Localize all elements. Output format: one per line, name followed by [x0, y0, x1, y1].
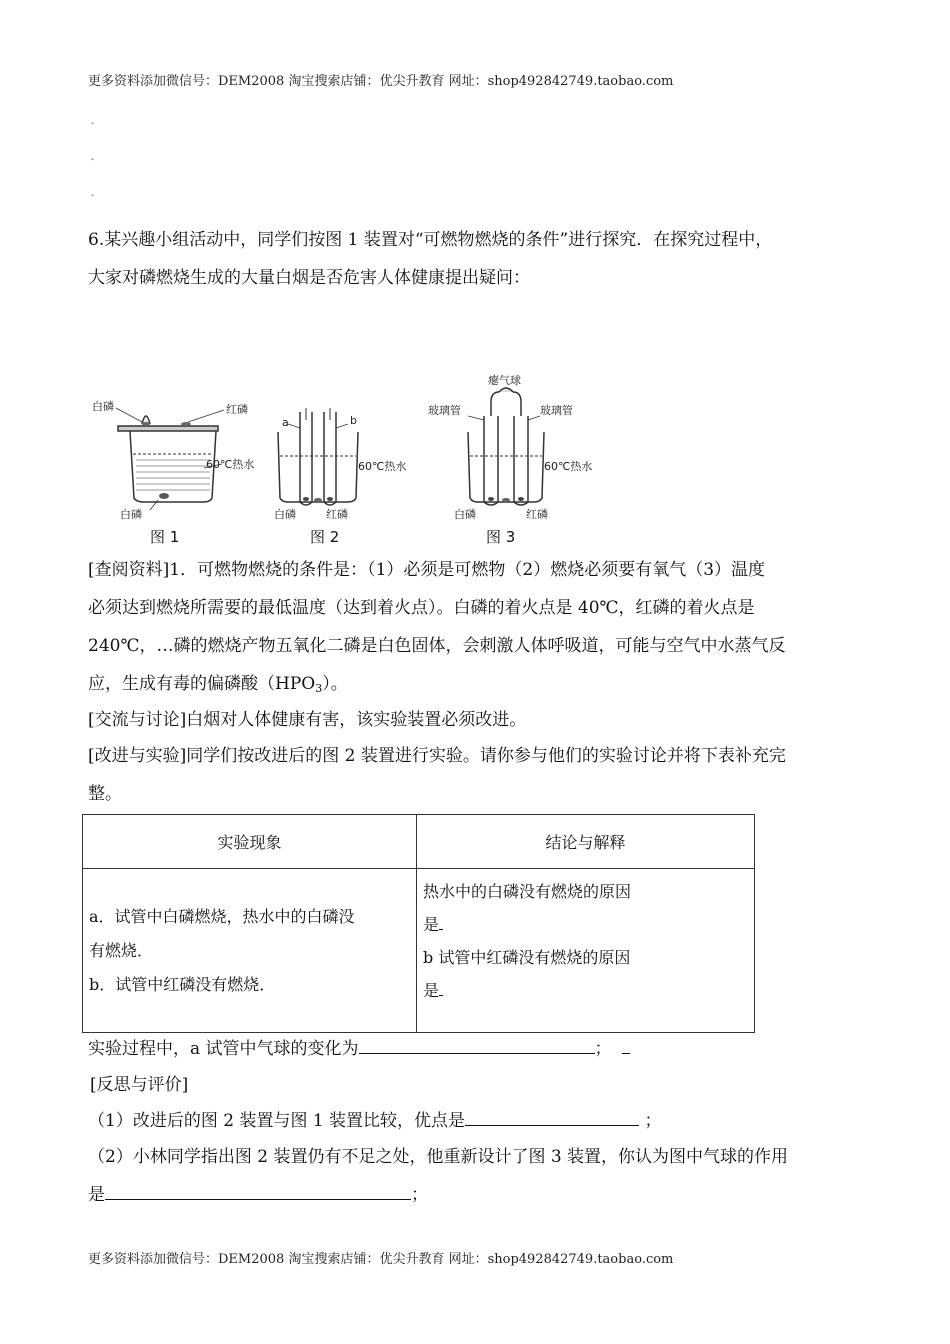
- info-line-3: 240℃，…磷的燃烧产物五氧化二磷是白色固体，会刺激人体呼吸道，可能与空气中水蒸气反: [88, 636, 786, 656]
- fig1-label-bottom-white: 白磷: [120, 508, 142, 521]
- result-table: [82, 814, 755, 1033]
- fig2-label-red-phosphorus: 红磷: [326, 508, 348, 521]
- answer-blank-advantage[interactable]: [465, 1107, 639, 1126]
- experiment-figure: [88, 372, 618, 550]
- fig3-label-balloon: 瘪气球: [488, 374, 521, 387]
- fig3-label-tube-right: 玻璃管: [540, 404, 573, 417]
- reflect-q1: （1）改进后的图 2 装置与图 1 装置比较，优点是 ；: [88, 1102, 870, 1140]
- fig3-label-tube-left: 玻璃管: [428, 404, 461, 417]
- question-line-1: 6.某兴趣小组活动中，同学们按图 1 装置对“可燃物燃烧的条件”进行探究．在探究过程中，: [88, 230, 773, 250]
- reflect-title: [反思与评价]: [90, 1075, 189, 1095]
- reflect-q2-line-2: 是 ；: [88, 1176, 870, 1214]
- answer-blank-balloon-role[interactable]: [105, 1181, 411, 1200]
- question-line-2: 大家对磷燃烧生成的大量白烟是否危害人体健康提出疑问：: [88, 268, 530, 288]
- figure-2: [274, 408, 406, 546]
- fig2-label-b: b: [350, 414, 357, 427]
- figure-1: [92, 399, 254, 546]
- empty-paragraph-mark: ˛: [90, 150, 95, 161]
- page-header: 更多资料添加微信号：DEM2008 淘宝搜索店铺：优尖升教育 网址：shop492842749.taobao.com: [88, 74, 674, 89]
- fig3-label-white-phosphorus: 白磷: [454, 508, 476, 521]
- empty-paragraph-mark: ˛: [90, 114, 95, 125]
- info-line-4: 应，生成有毒的偏磷酸$(HPO_3)$。: [88, 674, 348, 695]
- table-header-observation: 实验现象: [83, 815, 417, 869]
- answer-blank-balloon[interactable]: [359, 1035, 595, 1054]
- balloon-question: 实验过程中，a 试管中气球的变化为 ；: [88, 1030, 870, 1068]
- reflect-q2-line-1: （2）小林同学指出图 2 装置仍有不足之处，他重新设计了图 3 装置，你认为图中气球的作用: [88, 1147, 789, 1167]
- fig1-label-white-phosphorus: 白磷: [92, 400, 114, 413]
- answer-blank-small[interactable]: [622, 1035, 630, 1054]
- fig1-label-red-phosphorus: 红磷: [226, 403, 248, 416]
- answer-blank-2[interactable]: [439, 977, 443, 996]
- table-cell-observation: a．试管中白磷燃烧，热水中的白磷没 有燃烧． b．试管中红磷没有燃烧．: [83, 869, 417, 1033]
- fig1-caption: 图 1: [150, 528, 180, 546]
- table-cell-conclusion: 热水中的白磷没有燃烧的原因 是 b 试管中红磷没有燃烧的原因 是: [417, 869, 755, 1033]
- page-footer: 更多资料添加微信号：DEM2008 淘宝搜索店铺：优尖升教育 网址：shop492842749.taobao.com: [88, 1252, 674, 1267]
- improve-line-1: [改进与实验]同学们按改进后的图 2 装置进行实验。请你参与他们的实验讨论并将下表补充完: [88, 746, 786, 766]
- figure-3: [428, 373, 592, 546]
- fig2-label-a: a: [282, 416, 289, 429]
- discussion-line: [交流与讨论]白烟对人体健康有害，该实验装置必须改进。: [88, 710, 527, 730]
- fig2-label-hot-water: 60℃热水: [358, 460, 407, 473]
- fig1-label-hot-water: 60℃热水: [206, 458, 255, 471]
- info-line-2: 必须达到燃烧所需要的最低温度（达到着火点）。白磷的着火点是 40℃，红磷的着火点是: [88, 598, 755, 618]
- fig2-caption: 图 2: [310, 528, 340, 546]
- fig3-caption: 图 3: [486, 528, 516, 546]
- info-line-1: [查阅资料]1．可燃物燃烧的条件是：（1）必须是可燃物（2）燃烧必须要有氧气（3）温度: [88, 560, 766, 580]
- answer-blank-1[interactable]: [439, 911, 443, 930]
- fig2-label-white-phosphorus: 白磷: [274, 508, 296, 521]
- fig3-label-red-phosphorus: 红磷: [526, 508, 548, 521]
- fig3-label-hot-water: 60℃热水: [544, 460, 593, 473]
- improve-line-2: 整。: [88, 784, 122, 804]
- empty-paragraph-mark: ˛: [90, 186, 95, 197]
- table-header-conclusion: 结论与解释: [417, 815, 755, 869]
- subscript-3: 3: [315, 682, 323, 695]
